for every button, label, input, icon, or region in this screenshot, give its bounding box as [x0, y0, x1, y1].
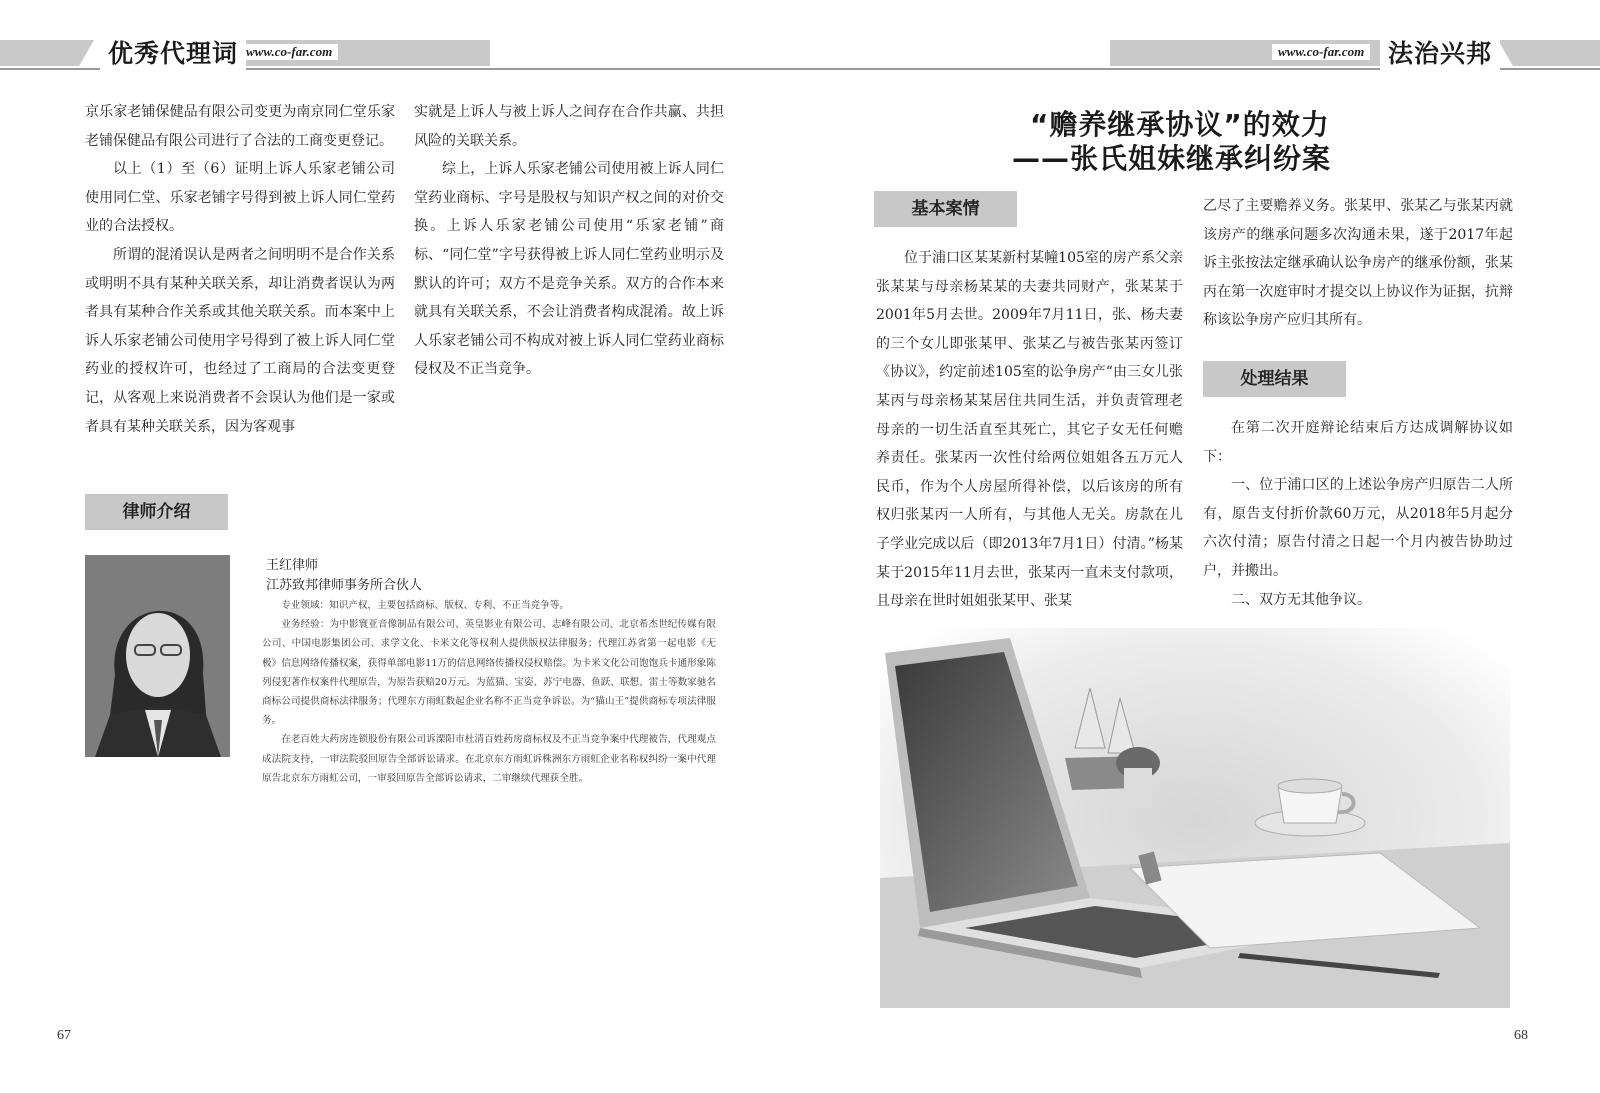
header-left-url[interactable]: www.co-far.com	[240, 44, 338, 60]
paragraph: 以上（1）至（6）证明上诉人乐家老铺公司使用同仁堂、乐家老铺字号得到被上诉人同仁堂药业的合法授权。	[85, 161, 395, 235]
bio-paragraph: 在老百姓大药房连锁股份有限公司诉溧阳市杜清百姓药房商标权及不正当竞争案中代理被告，代理观点成法院支持，一审法院驳回原告全部诉讼请求。在北京东方雨虹诉株洲东方雨虹企业名称权纠纷一案中代理原告北京东方雨虹公司，一审驳回原告全部诉讼请求，二审继续代理获全胜。	[262, 734, 716, 784]
left-column-1	[85, 98, 395, 441]
lawyer-name: 王红律师	[266, 558, 319, 573]
paragraph: 位于浦口区某某新村某幢105室的房产系父亲张某某与母亲杨某某的夫妻共同财产，张某某于2001年5月去世。2009年7月11日，张、杨夫妻的三个女儿即张某甲、张某乙与被告张某丙签订《协议》，约定前述105室的讼争房产“由三女儿张某丙与母亲杨某某居住共同生活，并负责管理老母亲的一切生活直至其死亡，其它子女无任何赡养责任。张某丙一次性付给两位姐姐各五万元人民币，作为个人房屋所得补偿，以后该房的所有权归张某丙一人所有，与其他人无关。房款在儿子学业完成以后（即2013年7月1日）付清。”杨某某于2015年11月去世，张某丙一直未支付款项，且母亲在世时姐姐张某甲、张某	[876, 250, 1183, 610]
paragraph: 京乐家老铺保健品有限公司变更为南京同仁堂乐家老铺保健品有限公司进行了合法的工商变更登记。	[85, 104, 395, 149]
header-right-url[interactable]: www.co-far.com	[1272, 44, 1370, 60]
section-lawyer-intro: 律师介绍	[85, 494, 228, 530]
page-number-left: 67	[57, 1028, 71, 1043]
lawyer-photo	[85, 555, 230, 757]
header-right-title: 法治兴邦	[1380, 34, 1500, 70]
paragraph: 在第二次开庭辩论结束后方达成调解协议如下：	[1203, 420, 1513, 465]
lawyer-firm: 江苏致邦律师事务所合伙人	[266, 578, 423, 593]
section-case-facts: 基本案情	[874, 191, 1017, 227]
bio-paragraph: 业务经验：为中影寰亚音像制品有限公司、英皇影业有限公司、志峰有限公司、北京希杰世纪传媒有限公司、中国电影集团公司、求学文化、卡米文化等权利人提供版权法律服务；代理江苏省第一起电影《无极》信息网络传播权案，获得单部电影11万的信息网络传播权侵权赔偿。为卡米文化公司饱饱兵卡通形象陈列侵犯著作权案件代理原告，为原告获赔20万元。为蓝猫、宝姿、苏宁电器、鱼跃、联想、雷士等数家驰名商标公司提供商标法律服务；代理东方雨虹数起企业名称不正当竞争诉讼。为“猫山王”提供商标专项法律服务。	[262, 619, 716, 727]
paragraph: 实就是上诉人与被上诉人之间存在合作共赢、共担风险的关联关系。	[414, 104, 724, 149]
page-number-right: 68	[1514, 1028, 1528, 1043]
article-title-line2: ——张氏姐妹继承纠纷案	[1012, 142, 1332, 175]
paragraph: 所谓的混淆误认是两者之间明明不是合作关系或明明不具有某种关联关系，却让消费者误认为两者具有某种合作关系或其他关联关系。而本案中上诉人乐家老铺公司使用字号得到了被上诉人同仁堂药业的授权许可，也经过了工商局的合法变更登记，从客观上来说消费者不会误认为他们是一家或者具有某种关联关系，因为客观事	[85, 246, 395, 435]
right-column-2	[1203, 192, 1513, 335]
laptop-illustration	[880, 628, 1510, 1008]
paragraph: 乙尽了主要赡养义务。张某甲、张某乙与张某丙就该房产的继承问题多次沟通未果，遂于2017年起诉主张按法定继承确认讼争房产的继承份额，张某丙在第一次庭审时才提交以上协议作为证据，抗辩称该讼争房产应归其所有。	[1203, 198, 1513, 329]
lawyer-bio	[262, 596, 716, 788]
paragraph: 二、双方无其他争议。	[1231, 591, 1371, 608]
bio-paragraph: 专业领域：知识产权，主要包括商标、版权、专利、不正当竞争等。	[281, 600, 569, 611]
right-column-1	[876, 244, 1183, 616]
article-title-line1: “赡养继承协议”的效力	[1030, 108, 1330, 141]
paragraph: 一、位于浦口区的上述讼争房产归原告二人所有，原告支付折价款60万元，从2018年5月起分六次付清；原告付清之日起一个月内被告协助过户，并搬出。	[1203, 477, 1513, 579]
header-left-title: 优秀代理词	[100, 34, 246, 70]
laptop-icon	[880, 628, 1510, 1008]
result-column	[1203, 414, 1513, 614]
paragraph: 综上，上诉人乐家老铺公司使用被上诉人同仁堂药业商标、字号是股权与知识产权之间的对价交换。上诉人乐家老铺公司使用“乐家老铺”商标、“同仁堂”字号获得被上诉人同仁堂药业明示及默认的许可；双方不是竞争关系。双方的合作本来就具有关联关系，不会让消费者构成混淆。故上诉人乐家老铺公司不构成对被上诉人同仁堂药业商标侵权及不正当竞争。	[414, 161, 724, 378]
portrait-icon	[85, 555, 230, 757]
section-result: 处理结果	[1203, 361, 1346, 397]
left-column-2	[414, 98, 724, 384]
